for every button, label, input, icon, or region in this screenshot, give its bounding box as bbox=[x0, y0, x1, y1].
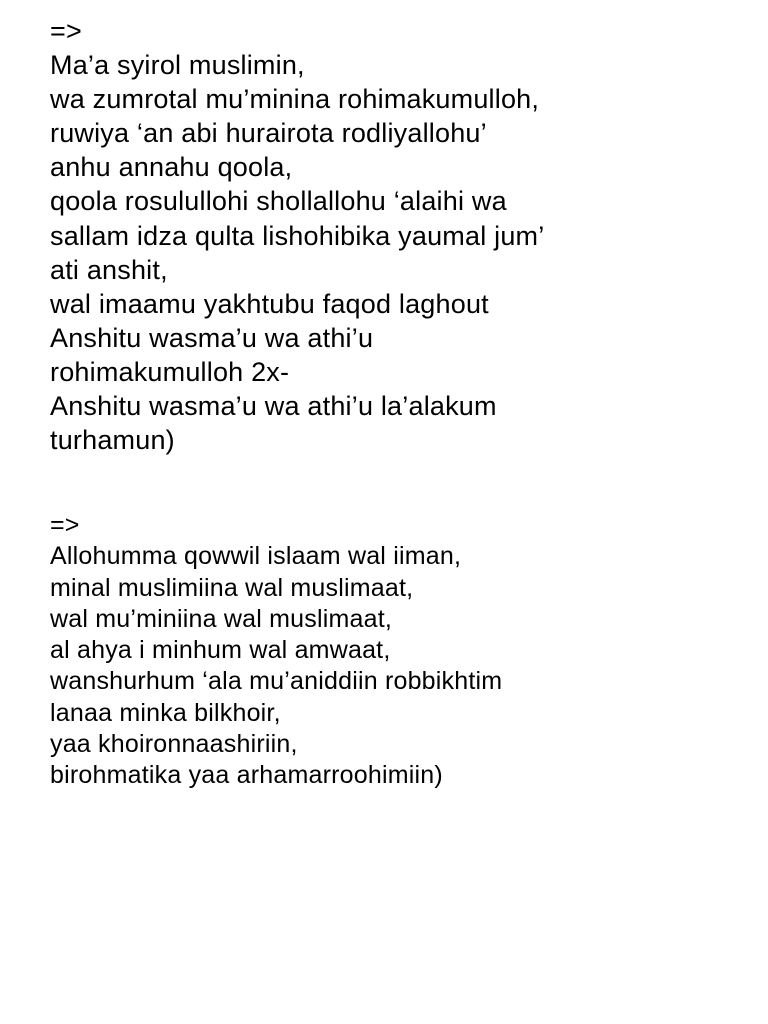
text-line: wal mu’miniina wal muslimaat, bbox=[50, 604, 393, 633]
text-line: wal imaamu yakhtubu faqod laghout bbox=[50, 288, 489, 319]
prayer-section bbox=[50, 510, 750, 792]
arrow-marker: => bbox=[50, 511, 80, 539]
text-line: Anshitu wasma’u wa athi’u la’alakum bbox=[50, 391, 497, 422]
text-line: ruwiya ‘an abi hurairota rodliyallohu’ bbox=[50, 118, 487, 149]
text-line: turhamun) bbox=[50, 425, 175, 456]
text-line: Anshitu wasma’u wa athi’u bbox=[50, 322, 374, 353]
text-line: wa zumrotal mu’minina rohimakumulloh, bbox=[50, 84, 540, 115]
text-line: anhu annahu qoola, bbox=[50, 152, 293, 183]
text-line: sallam idza qulta lishohibika yaumal jum’ bbox=[50, 220, 545, 251]
text-line: ati anshit, bbox=[50, 254, 168, 285]
text-line: Allohumma qowwil islaam wal iiman, bbox=[50, 542, 462, 571]
arrow-marker: => bbox=[50, 16, 82, 46]
text-line: qoola rosulullohi shollallohu ‘alaihi wa bbox=[50, 186, 507, 217]
text-line: yaa khoironnaashiriin, bbox=[50, 730, 298, 759]
text-line: birohmatika yaa arhamarroohimiin) bbox=[50, 761, 443, 790]
text-line: lanaa minka bilkhoir, bbox=[50, 698, 281, 727]
text-line: al ahya i minhum wal amwaat, bbox=[50, 636, 391, 665]
sermon-opening-section bbox=[50, 14, 750, 457]
text-line: rohimakumulloh 2x- bbox=[50, 356, 290, 387]
text-line: wanshurhum ‘ala mu’aniddiin robbikhtim bbox=[50, 667, 503, 696]
text-line: minal muslimiina wal muslimaat, bbox=[50, 573, 414, 602]
text-line: Ma’a syirol muslimin, bbox=[50, 50, 305, 81]
